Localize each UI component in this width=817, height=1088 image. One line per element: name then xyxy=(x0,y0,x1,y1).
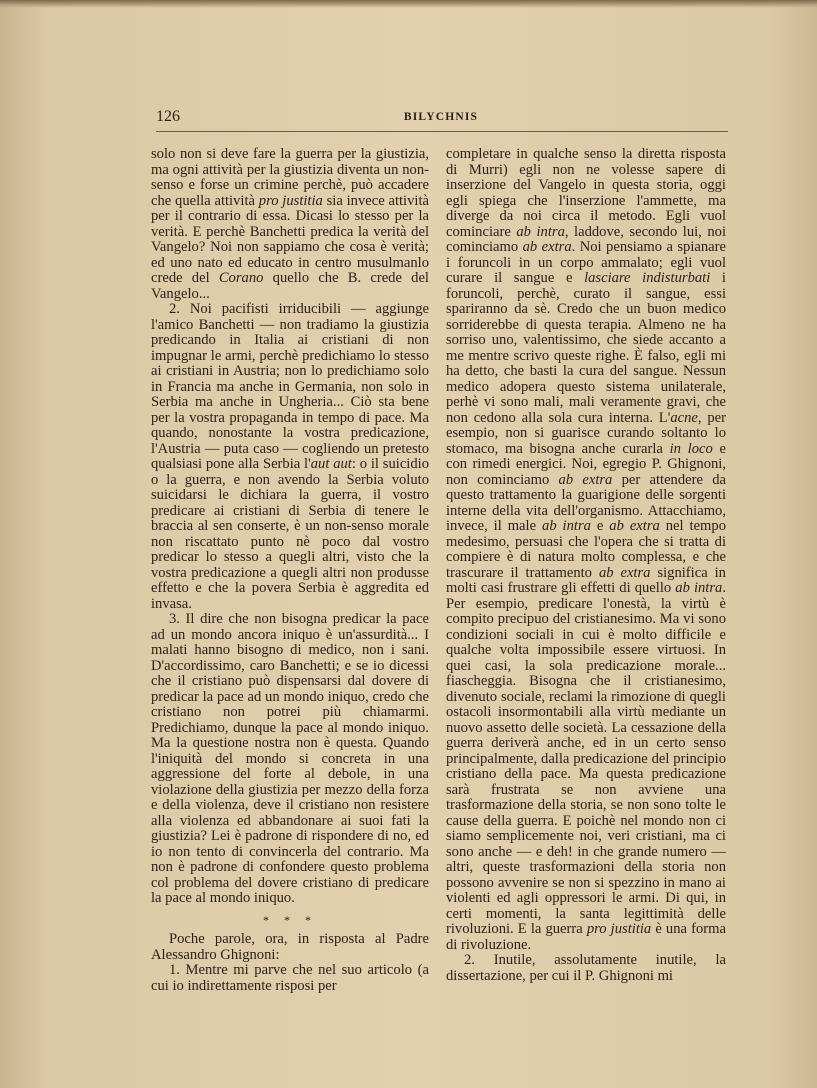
page-number: 126 xyxy=(156,108,180,125)
paragraph: 1. Mentre mi parve che nel suo articolo (a cui io indirettamente risposi per xyxy=(151,962,429,994)
paragraph: Poche parole, ora, in risposta al Padre Alessandro Ghignoni: xyxy=(151,931,429,963)
running-title: BILYCHNIS xyxy=(403,111,479,123)
paragraph: completare in qualche senso la diretta risposta di Murri) egli non ne volesse sapere di inserzione del Vangelo in questa storia, oggi egli spiega che l'inserzione l'ammette, ma diverge da noi circa il metodo. Egli vuol cominciare ab intra, laddove, secondo lui, noi cominciamo ab extra. Noi pensiamo a spianare i foruncoli in un corpo ammalato; egli vuol curare il sangue e lasciare indisturbati i foruncoli, perchè, curato il sangue, essi spariranno da sè. Credo che un buon medico sorriderebbe di questa terapia. Almeno ne ha sorriso uno, valentissimo, che siede accanto a me mentre scrivo queste righe. È falso, egli mi ha detto, che basti la cura del sangue. Nessun medico adopera questo sistema unilaterale, perhè vi sono mali, mali veramente gravi, che non cedono alla sola cura interna. L'acne, per esempio, non si guarisce curando soltanto lo stomaco, ma bisogna anche curarla in loco e con rimedi energici. Noi, egregio P. Ghignoni, non cominciamo ab extra per attendere da questo trattamento la guarigione delle sorgenti interne della vita dell'organismo. Attacchiamo, invece, il male ab intra e ab extra nel tempo medesimo, persuasi che l'opera che si tratta di compiere è di natura molto complessa, e che trascurare il trattamento ab extra significa in molti casi frustrare gli effetti di quello ab intra. Per esempio, predicare l'onestà, la virtù è compito precipuo del cristianesimo. Ma vi sono condizioni sociali in cui è molto difficile e qualche volta impossibile essere virtuosi. In quei casi, la sola predicazione morale... fiascheggia. Bisogna che il cristianesimo, divenuto sociale, reclami la rimozione di quegli ostacoli insormontabili alla virtù mediante un nuovo assetto delle società. La cessazione della guerra deriverà anche, ed in un certo senso principalmente, dalla predicazione del principio cristiano della pace. Ma questa predicazione sarà frustrata se non avviene una trasformazione della storia, se non sono tolte le cause della guerra. E poichè nel mondo non ci siamo semplicemente noi, veri cristiani, ma ci sono anche — e deh! in che grande numero — altri, queste trasformazioni della storia non possono avvenire se non si spezzino in mano ai violenti ed agli oppressori le armi. Di qui, in certi momenti, la santa legittimità delle rivoluzioni. E la guerra pro justitia è una forma di rivoluzione. xyxy=(446,146,726,953)
paragraph: 2. Inutile, assolutamente inutile, la dissertazione, per cui il P. Ghignoni mi xyxy=(446,952,726,984)
section-separator: * * * xyxy=(263,912,317,927)
header-rule xyxy=(156,131,728,132)
right-column xyxy=(446,147,726,984)
paragraph: solo non si deve fare la guerra per la giustizia, ma ogni attività per la giustizia diventa un non-senso e forse un crimine perchè, può accadere che quella attività pro justitia sia invece attività per il contrario di essa. Dicasi lo stesso per la verità. E perchè Banchetti predica la verità del Vangelo? Noi non sappiamo che cosa è verità; ed uno nato ed educato in centro musulmanlo crede del Corano quello che B. crede del Vangelo... xyxy=(151,146,429,302)
paragraph: 3. Il dire che non bisogna predicar la pace ad un mondo ancora iniquo è un'assurdità... I malati hanno bisogno di medico, non i sani. D'accordissimo, caro Banchetti; e se io dicessi che il cristiano può dispensarsi dal dovere di predicar la pace ad un mondo iniquo, credo che cristiano non potrei più chiamarmi. Predichiamo, dunque la pace al mondo iniquo. Ma la questione nostra non è questa. Quando l'iniquità del mondo si concreta in una aggressione del forte al debole, in una violazione della giustizia per mezzo della forza e della violenza, deve il cristiano non resistere alla violenza ed abbandonare ai suoi fati la giustizia? Lei è padrone di rispondere di no, ed io non tento di convincerla del contrario. Ma non è padrone di confondere questo problema col problema del dovere cristiano di predicare la pace al mondo iniquo. xyxy=(151,611,429,906)
paragraph: 2. Noi pacifisti irriducibili — aggiunge l'amico Banchetti — non tradiamo la giustizia predicando in Italia ai cristiani di non impugnar le armi, perchè predichiamo lo stesso ai cristiani in Austria; non lo predichiamo solo in Francia ma anche in Germania, non solo in Serbia ma anche in Ungheria... Ciò sta bene per la vostra propaganda in tempo di pace. Ma quando, nonostante la vostra predicazione, l'Austria — puta caso — cogliendo un pretesto qualsiasi pone alla Serbia l'aut aut: o il suicidio o la guerra, e non avendo la Serbia voluto suicidarsi le dichiara la guerra, il vostro predicare ai cristiani di Serbia di tenere le braccia al sen conserte, è un non-senso morale non riscattato punto nè poco dal vostro predicar lo stesso a quegli altri, visto che la vostra predicazione a quegli altri non produsse effetto e che la povera Serbia è aggredita ed invasa. xyxy=(151,301,429,612)
page-header xyxy=(156,108,726,130)
page-top-edge xyxy=(0,0,817,8)
left-column xyxy=(151,147,429,994)
